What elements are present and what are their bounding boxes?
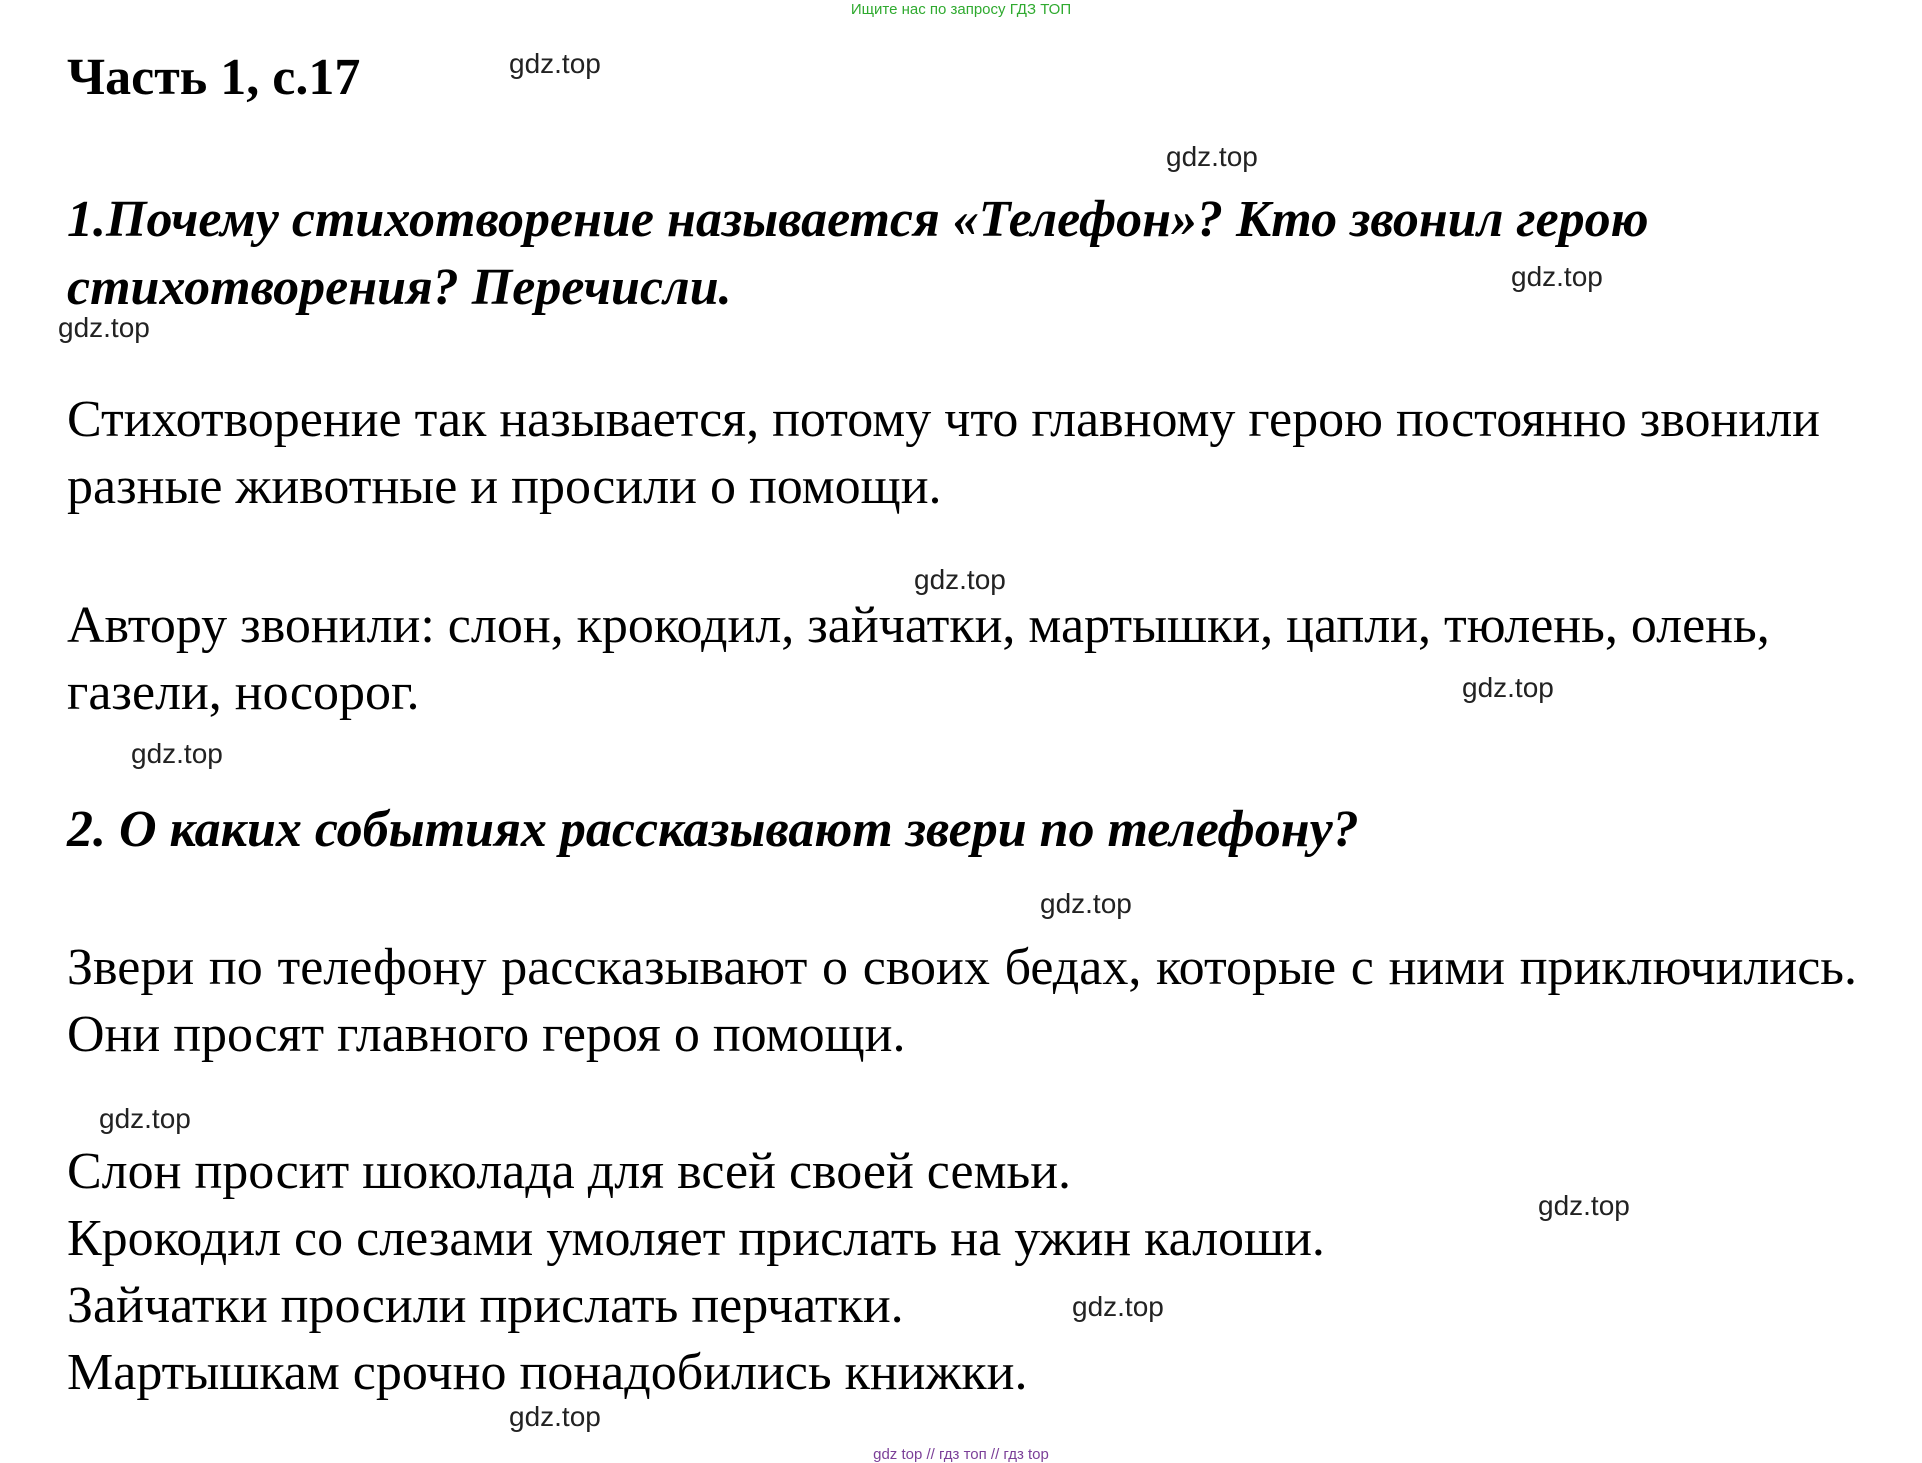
watermark: gdz.top <box>509 1401 601 1432</box>
top-banner: Ищите нас по запросу ГДЗ ТОП <box>850 1 1072 18</box>
answer-2-paragraph: Звери по телефону рассказывают о своих бедах, которые с ними приключились. Они просят главного героя о помощи. <box>67 939 1857 1063</box>
watermark: gdz.top <box>1462 672 1554 703</box>
question-2: 2. О каких событиях рассказывают звери по телефону? <box>67 801 1359 858</box>
page-title: Часть 1, с.17 <box>67 49 361 106</box>
event-elephant: Слон просит шоколада для всей своей семьи. <box>67 1143 1072 1200</box>
question-1: 1.Почему стихотворение называется «Телефон»? Кто звонил герою стихотворения? Перечисли. <box>67 191 1649 316</box>
watermark: gdz.top <box>58 312 150 343</box>
watermark: gdz.top <box>1040 888 1132 919</box>
answer-1-paragraph-2: Автору звонили: слон, крокодил, зайчатки, мартышки, цапли, тюлень, олень, газели, носорог. <box>67 597 1770 721</box>
watermark: gdz.top <box>1166 141 1258 172</box>
watermark: gdz.top <box>131 738 223 769</box>
watermark: gdz.top <box>1538 1190 1630 1221</box>
answer-1-paragraph-1: Стихотворение так называется, потому что главному герою постоянно звонили разные животные и просили о помощи. <box>67 391 1820 515</box>
watermark: gdz.top <box>1072 1291 1164 1322</box>
event-monkeys: Мартышкам срочно понадобились книжки. <box>67 1344 1028 1401</box>
watermark: gdz.top <box>914 564 1006 595</box>
watermark: gdz.top <box>509 48 601 79</box>
watermark: gdz.top <box>1511 261 1603 292</box>
bottom-banner: gdz top // гдз топ // гдз top <box>873 1446 1049 1463</box>
events-list <box>67 1138 1857 1406</box>
watermark: gdz.top <box>99 1103 191 1134</box>
event-crocodile: Крокодил со слезами умоляет прислать на ужин калоши. <box>67 1210 1325 1267</box>
event-bunnies: Зайчатки просили прислать перчатки. <box>67 1277 904 1334</box>
